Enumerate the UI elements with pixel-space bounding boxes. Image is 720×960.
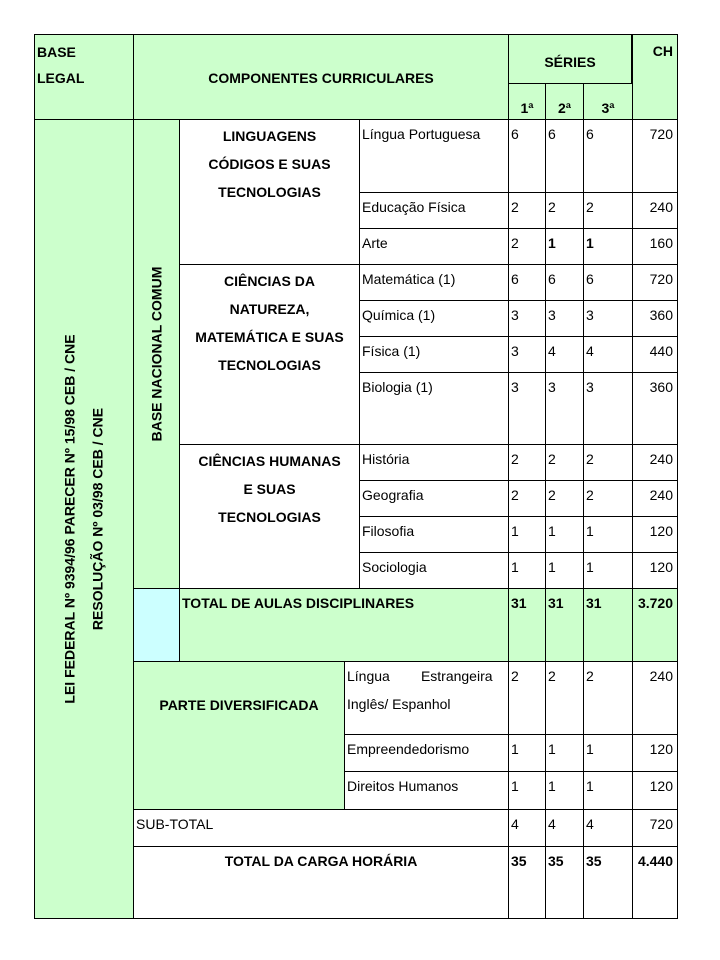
subject-s3: 6 (583, 264, 633, 301)
diversificada-s2: 1 (545, 734, 584, 772)
diversificada-s1: 1 (508, 734, 546, 772)
base-nacional-cell (133, 119, 180, 589)
subject-name: Sociologia (359, 552, 509, 589)
subject-s1: 3 (508, 372, 546, 445)
subject-s2: 6 (545, 264, 584, 301)
subject-ch: 720 (632, 264, 678, 301)
legal-basis-text (56, 334, 112, 703)
legal-basis-cell (34, 119, 134, 919)
area-natureza-line3: MATEMÁTICA E SUAS (195, 329, 344, 345)
parte-diversificada-label: PARTE DIVERSIFICADA (133, 661, 345, 810)
area-natureza-line1: CIÊNCIAS DA (223, 273, 315, 289)
subject-name: Física (1) (359, 336, 509, 373)
base-legal-line2: LEGAL (37, 70, 85, 86)
total-carga-label: TOTAL DA CARGA HORÁRIA (133, 846, 509, 919)
diversificada-s2: 2 (545, 661, 584, 735)
subject-ch: 720 (632, 119, 678, 193)
total-disciplinares-label: TOTAL DE AULAS DISCIPLINARES (179, 588, 509, 662)
subject-s2: 6 (545, 119, 584, 193)
diversificada-s1: 1 (508, 771, 546, 810)
area-humanas (179, 444, 360, 589)
subject-s2: 2 (545, 192, 584, 229)
serie-2-header: 2ª (545, 83, 584, 120)
subject-name: História (359, 444, 509, 481)
subject-s3: 6 (583, 119, 633, 193)
subject-s1: 3 (508, 336, 546, 373)
serie-1-header: 1ª (508, 83, 546, 120)
subject-s3: 3 (583, 300, 633, 337)
area-natureza-line4: TECNOLOGIAS (218, 357, 321, 373)
subject-s1: 1 (508, 516, 546, 553)
subject-s3: 3 (583, 372, 633, 445)
diversificada-s2: 1 (545, 771, 584, 810)
subject-s1: 2 (508, 228, 546, 265)
area-linguagens (179, 119, 360, 265)
subject-s2: 1 (545, 552, 584, 589)
diversificada-ch: 120 (632, 734, 678, 772)
subject-s2: 2 (545, 480, 584, 517)
subject-name: Geografia (359, 480, 509, 517)
diversificada-s3: 1 (583, 734, 633, 772)
total-disciplinares-s2: 31 (545, 588, 584, 662)
total-carga-s1: 35 (508, 846, 546, 919)
subtotal-s1: 4 (508, 809, 546, 847)
subject-ch: 360 (632, 300, 678, 337)
subtotal-s2: 4 (545, 809, 584, 847)
diversificada-item (344, 661, 509, 735)
subject-name: Língua Portuguesa (359, 119, 509, 193)
subtotal-ch: 720 (632, 809, 678, 847)
diversificada-ch: 120 (632, 771, 678, 810)
subject-s3: 2 (583, 192, 633, 229)
series-header: SÉRIES (508, 34, 632, 84)
ch-header: CH (632, 34, 678, 120)
total-disciplinares-s3: 31 (583, 588, 633, 662)
subtotal-label: SUB-TOTAL (133, 809, 509, 847)
subject-name: Educação Física (359, 192, 509, 229)
area-humanas-line2: E SUAS (243, 481, 296, 497)
area-natureza-line2: NATUREZA, (229, 301, 310, 317)
subject-s2: 2 (545, 444, 584, 481)
subject-ch: 360 (632, 372, 678, 445)
area-linguagens-line2: CÓDIGOS E SUAS (208, 156, 331, 172)
diversificada-s1: 2 (508, 661, 546, 735)
diversificada-item: Direitos Humanos (344, 771, 509, 810)
subject-s3: 1 (583, 552, 633, 589)
area-humanas-line3: TECNOLOGIAS (218, 509, 321, 525)
subject-s2: 3 (545, 300, 584, 337)
subject-s1: 6 (508, 264, 546, 301)
subject-s2: 4 (545, 336, 584, 373)
total-carga-s2: 35 (545, 846, 584, 919)
subject-s3: 4 (583, 336, 633, 373)
subject-s1: 3 (508, 300, 546, 337)
diversificada-item-line1: Língua Estrangeira (347, 668, 493, 684)
subject-s1: 6 (508, 119, 546, 193)
diversificada-s3: 1 (583, 771, 633, 810)
subject-s1: 2 (508, 444, 546, 481)
total-disciplinares-s1: 31 (508, 588, 546, 662)
base-legal-line1: BASE (37, 44, 76, 60)
subject-s2: 1 (545, 228, 584, 265)
subtotal-s3: 4 (583, 809, 633, 847)
subject-s3: 1 (583, 228, 633, 265)
subject-name: Biologia (1) (359, 372, 509, 445)
area-humanas-line1: CIÊNCIAS HUMANAS (198, 453, 341, 469)
base-nacional-text: BASE NACIONAL COMUM (148, 266, 165, 442)
serie-3-header: 3ª (583, 83, 633, 120)
subject-s1: 2 (508, 480, 546, 517)
subject-s1: 2 (508, 192, 546, 229)
area-natureza (179, 264, 360, 445)
legal-basis-line2: RESOLUÇÃO Nº 03/98 CEB / CNE (90, 407, 106, 631)
diversificada-s3: 2 (583, 661, 633, 735)
total-disciplinares-ch: 3.720 (632, 588, 678, 662)
diversificada-ch: 240 (632, 661, 678, 735)
base-legal-header (34, 34, 134, 120)
subject-s1: 1 (508, 552, 546, 589)
subject-ch: 240 (632, 444, 678, 481)
subject-name: Filosofia (359, 516, 509, 553)
subject-s3: 2 (583, 480, 633, 517)
diversificada-item: Empreendedorismo (344, 734, 509, 772)
subject-s2: 1 (545, 516, 584, 553)
subject-ch: 240 (632, 192, 678, 229)
subject-s3: 1 (583, 516, 633, 553)
subject-ch: 120 (632, 516, 678, 553)
subject-ch: 120 (632, 552, 678, 589)
subject-s2: 3 (545, 372, 584, 445)
subject-name: Arte (359, 228, 509, 265)
legal-basis-line1: LEI FEDERAL Nº 9394/96 PARECER Nº 15/98 CEB / CNE (62, 334, 78, 704)
area-linguagens-line1: LINGUAGENS (222, 128, 317, 144)
cyan-cell (133, 588, 180, 662)
diversificada-item-line2: Inglês/ Espanhol (347, 696, 451, 712)
subject-ch: 240 (632, 480, 678, 517)
subject-name: Química (1) (359, 300, 509, 337)
subject-name: Matemática (1) (359, 264, 509, 301)
subject-ch: 440 (632, 336, 678, 373)
componentes-header: COMPONENTES CURRICULARES (133, 34, 509, 120)
total-carga-ch: 4.440 (632, 846, 678, 919)
area-linguagens-line3: TECNOLOGIAS (218, 184, 321, 200)
subject-s3: 2 (583, 444, 633, 481)
subject-ch: 160 (632, 228, 678, 265)
total-carga-s3: 35 (583, 846, 633, 919)
